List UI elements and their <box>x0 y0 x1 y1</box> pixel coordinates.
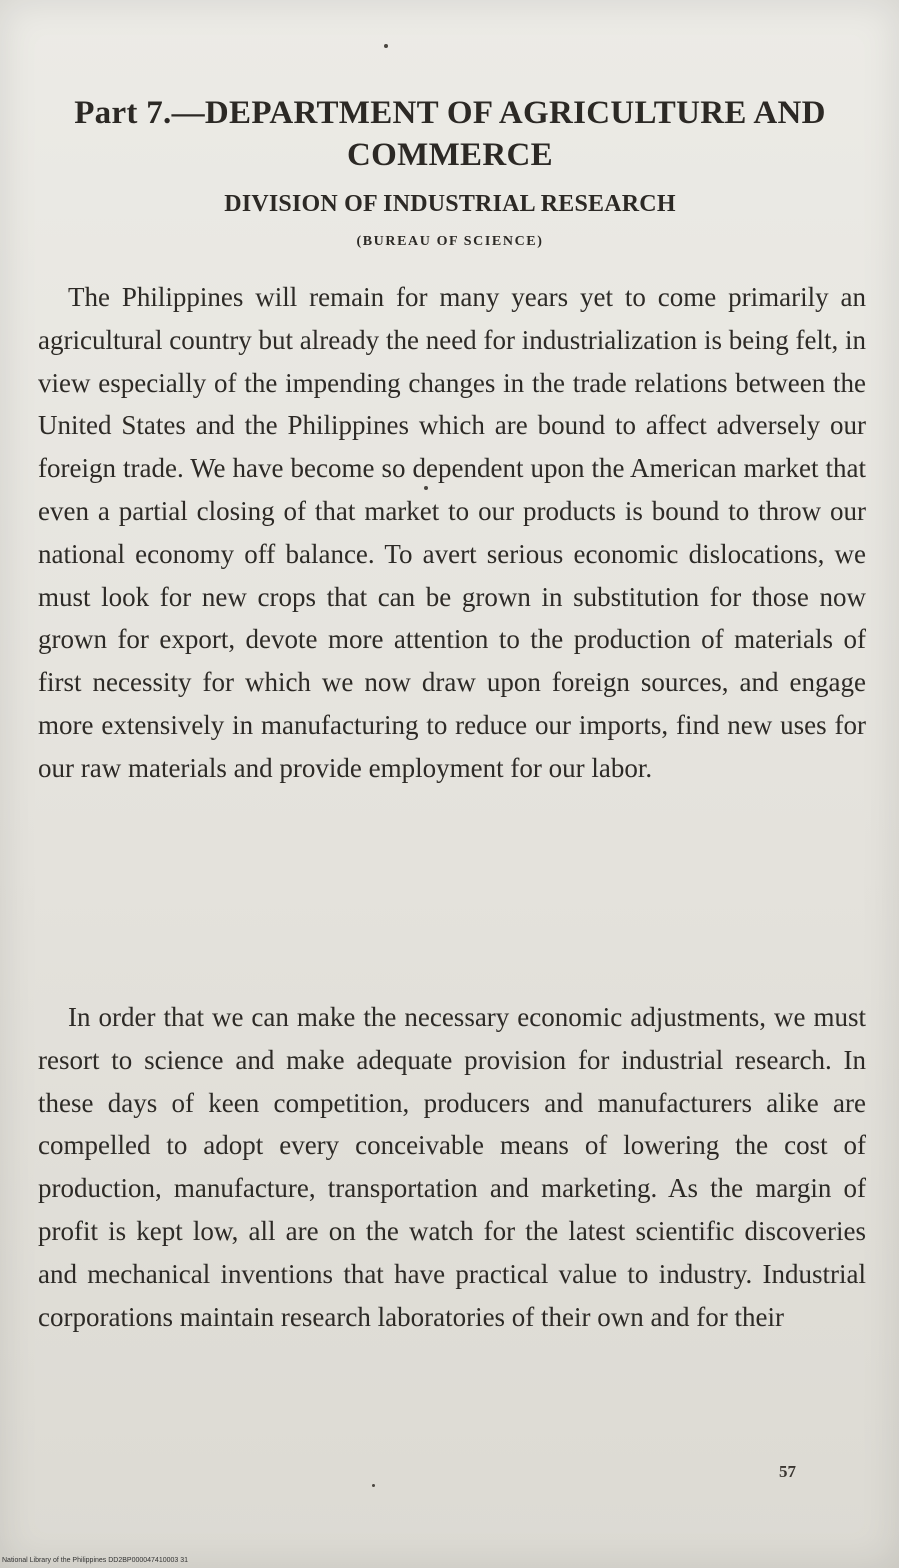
body-paragraph-1: The Philippines will remain for many years yet to come primarily an agricultural country but already the need for industrialization is being felt, in view especially of the impending changes in the trade relations between the United States and the Philippines which are bound to affect adversely our foreign trade. We have become so dependent upon the American market that even a partial closing of that market to our products is bound to throw our national economy off balance. To avert serious economic dislocations, we must look for new crops that can be grown in substitution for those now grown for export, devote more attention to the production of materials of first necessity for which we now draw upon foreign sources, and engage more extensively in manufacturing to reduce our imports, find new uses for our raw materials and provide employment for our labor. <box>38 282 866 783</box>
bureau-heading: (BUREAU OF SCIENCE) <box>356 234 544 249</box>
footer-credit: National Library of the Philippines DD2BP000047410003 31 <box>2 1557 189 1564</box>
division-heading: DIVISION OF INDUSTRIAL RESEARCH <box>224 191 676 217</box>
part-heading-line-1: Part 7.—DEPARTMENT OF AGRICULTURE AND <box>74 95 826 131</box>
page-number: 57 <box>779 1462 796 1481</box>
part-heading <box>30 92 870 176</box>
body-paragraph-2: In order that we can make the necessary economic adjustments, we must resort to science and make adequate provision for industrial research. In these days of keen competition, producers and manufacturers alike are compelled to adopt every conceivable means of lowering the cost of production, manufacture, transportation and marketing. As the margin of profit is kept low, all are on the watch for the latest scientific discoveries and mechanical inventions that have practical value to industry. Industrial corporations maintain research laboratories of their own and for their <box>38 1002 866 1332</box>
part-heading-line-2: COMMERCE <box>347 137 553 173</box>
dust-speck <box>372 1484 375 1487</box>
dust-speck <box>384 44 388 48</box>
